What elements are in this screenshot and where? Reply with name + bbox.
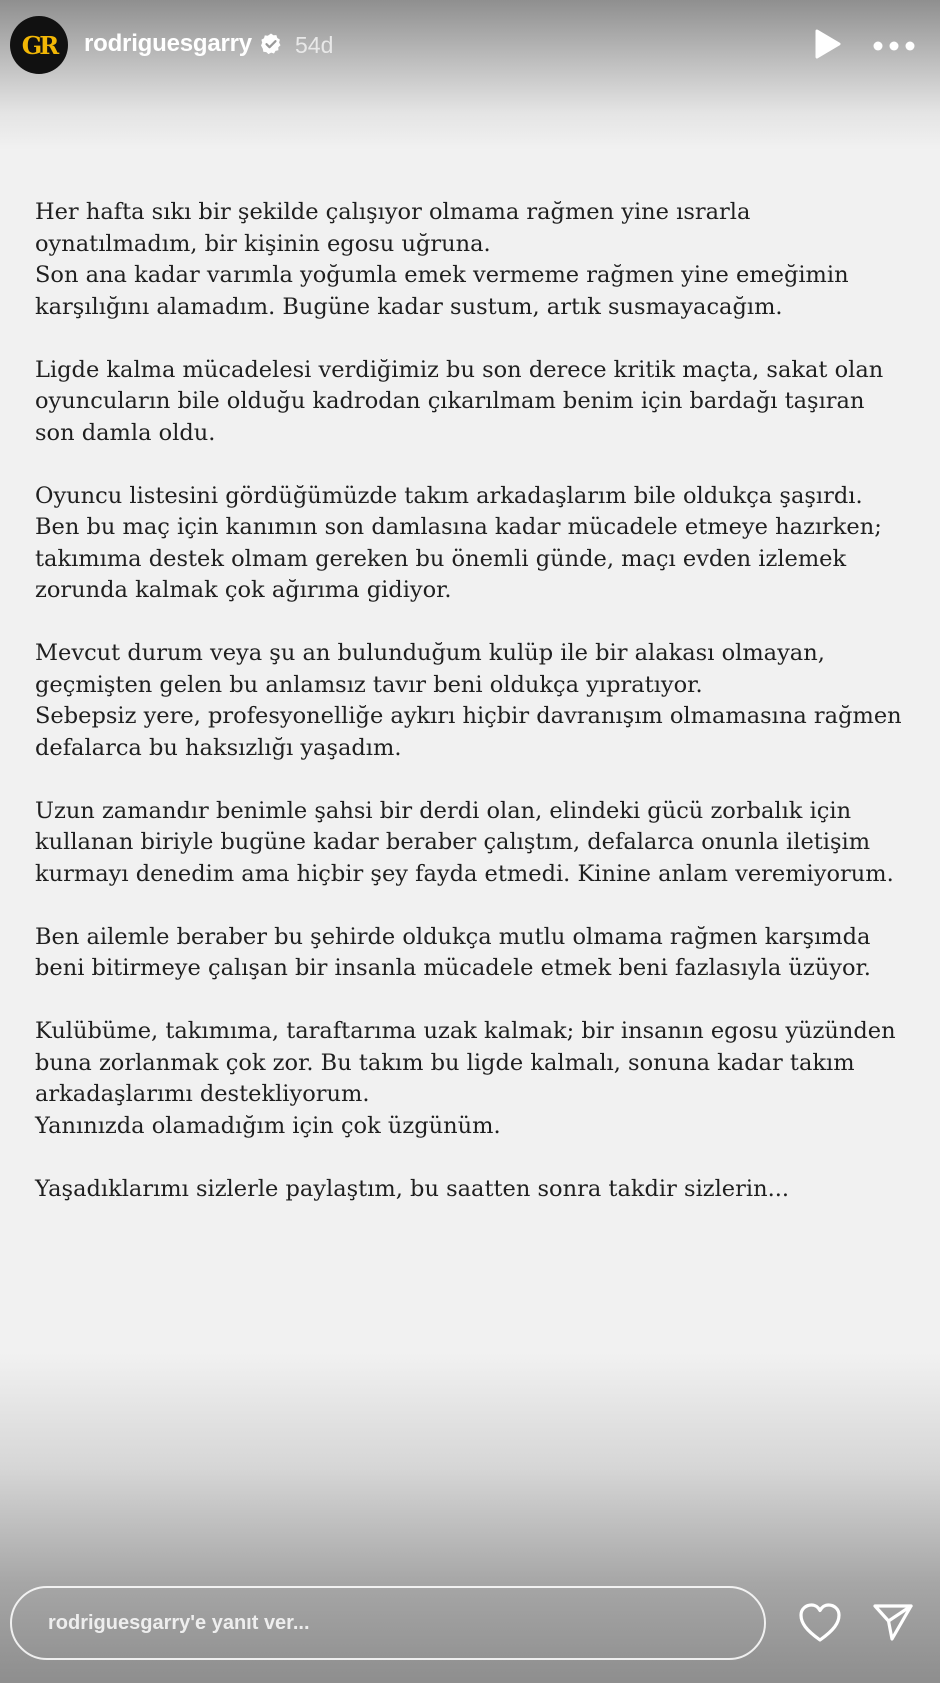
story-paragraph (35, 481, 915, 607)
story-line: Yaşadıklarımı sizlerle paylaştım, bu saatten sonra takdir sizlerin... (35, 1175, 790, 1202)
post-time: 54d (295, 32, 334, 58)
story-paragraph (35, 1174, 915, 1206)
verified-badge-icon (259, 32, 283, 56)
story-line: beni bitirmeye çalışan bir insanla mücadele etmek beni fazlasıyla üzüyor. (35, 955, 871, 981)
story-paragraph (35, 355, 915, 450)
story-paragraph (35, 796, 915, 891)
avatar-logo-text: GR (21, 30, 57, 60)
story-line: kurmayı denedim ama hiçbir şey fayda etmedi. Kinine anlam veremiyorum. (35, 860, 894, 887)
story-line: Kulübüme, takımıma, taraftarıma uzak kalmak; bir insanın egosu yüzünden (35, 1018, 896, 1044)
reply-input[interactable] (10, 1586, 766, 1660)
story-paragraph (35, 197, 915, 323)
story-line: geçmişten gelen bu anlamsız tavır beni oldukça yıpratıyor. (35, 671, 703, 698)
username[interactable]: rodriguesgarry (84, 30, 252, 57)
story-line: oyuncuların bile olduğu kadrodan çıkarılmam benim için bardağı taşıran (35, 388, 865, 414)
story-line: Mevcut durum veya şu an bulunduğum kulüp ile bir alakası olmayan, (35, 640, 825, 666)
story-paragraph (35, 922, 915, 985)
story-line: oynatılmadım, bir kişinin egosu uğruna. (35, 230, 491, 257)
story-paragraph (35, 1016, 915, 1142)
story-line: Ligde kalma mücadelesi verdiğimiz bu son derece kritik maçta, sakat olan (35, 356, 884, 383)
story-paragraph (35, 638, 915, 764)
story-text-body (35, 197, 915, 1237)
story-line: Ben ailemle beraber bu şehirde oldukça mutlu olmama rağmen karşımda (35, 923, 871, 950)
story-line: Oyuncu listesini gördüğümüzde takım arkadaşlarım bile oldukça şaşırdı. (35, 482, 863, 509)
story-line: son damla oldu. (35, 419, 216, 446)
story-line: zorunda kalmak çok ağırıma gidiyor. (35, 577, 452, 603)
play-icon[interactable] (812, 28, 842, 60)
story-line: buna zorlanmak çok zor. Bu takım bu ligde kalmalı, sonuna kadar takım (35, 1049, 855, 1076)
story-header (0, 0, 940, 90)
story-line: Ben bu maç için kanımın son damlasına kadar mücadele etmeye hazırken; (35, 514, 882, 540)
story-line: Yanınızda olamadığım için çok üzgünüm. (35, 1112, 501, 1139)
story-line: defalarca bu haksızlığı yaşadım. (35, 734, 402, 761)
story-line: kullanan biriyle bugüne kadar beraber çalıştım, defalarca onunla iletişim (35, 829, 871, 855)
send-icon[interactable] (872, 1602, 914, 1642)
story-line: Sebepsiz yere, profesyonelliğe aykırı hiçbir davranışım olmamasına rağmen (35, 703, 902, 729)
story-line: Her hafta sıkı bir şekilde çalışıyor olmama rağmen yine ısrarla (35, 199, 751, 225)
more-options-icon[interactable] (872, 36, 916, 56)
story-line: arkadaşlarımı destekliyorum. (35, 1081, 370, 1107)
avatar[interactable] (10, 16, 68, 74)
story-line: karşılığını alamadım. Bugüne kadar sustum, artık susmayacağım. (35, 293, 783, 320)
heart-icon[interactable] (798, 1602, 842, 1644)
story-line: Uzun zamandır benimle şahsi bir derdi olan, elindeki gücü zorbalık için (35, 797, 852, 824)
story-line: takımıma destek olmam gereken bu önemli günde, maçı evden izlemek (35, 545, 847, 572)
story-line: Son ana kadar varımla yoğumla emek vermeme rağmen yine emeğimin (35, 262, 849, 288)
